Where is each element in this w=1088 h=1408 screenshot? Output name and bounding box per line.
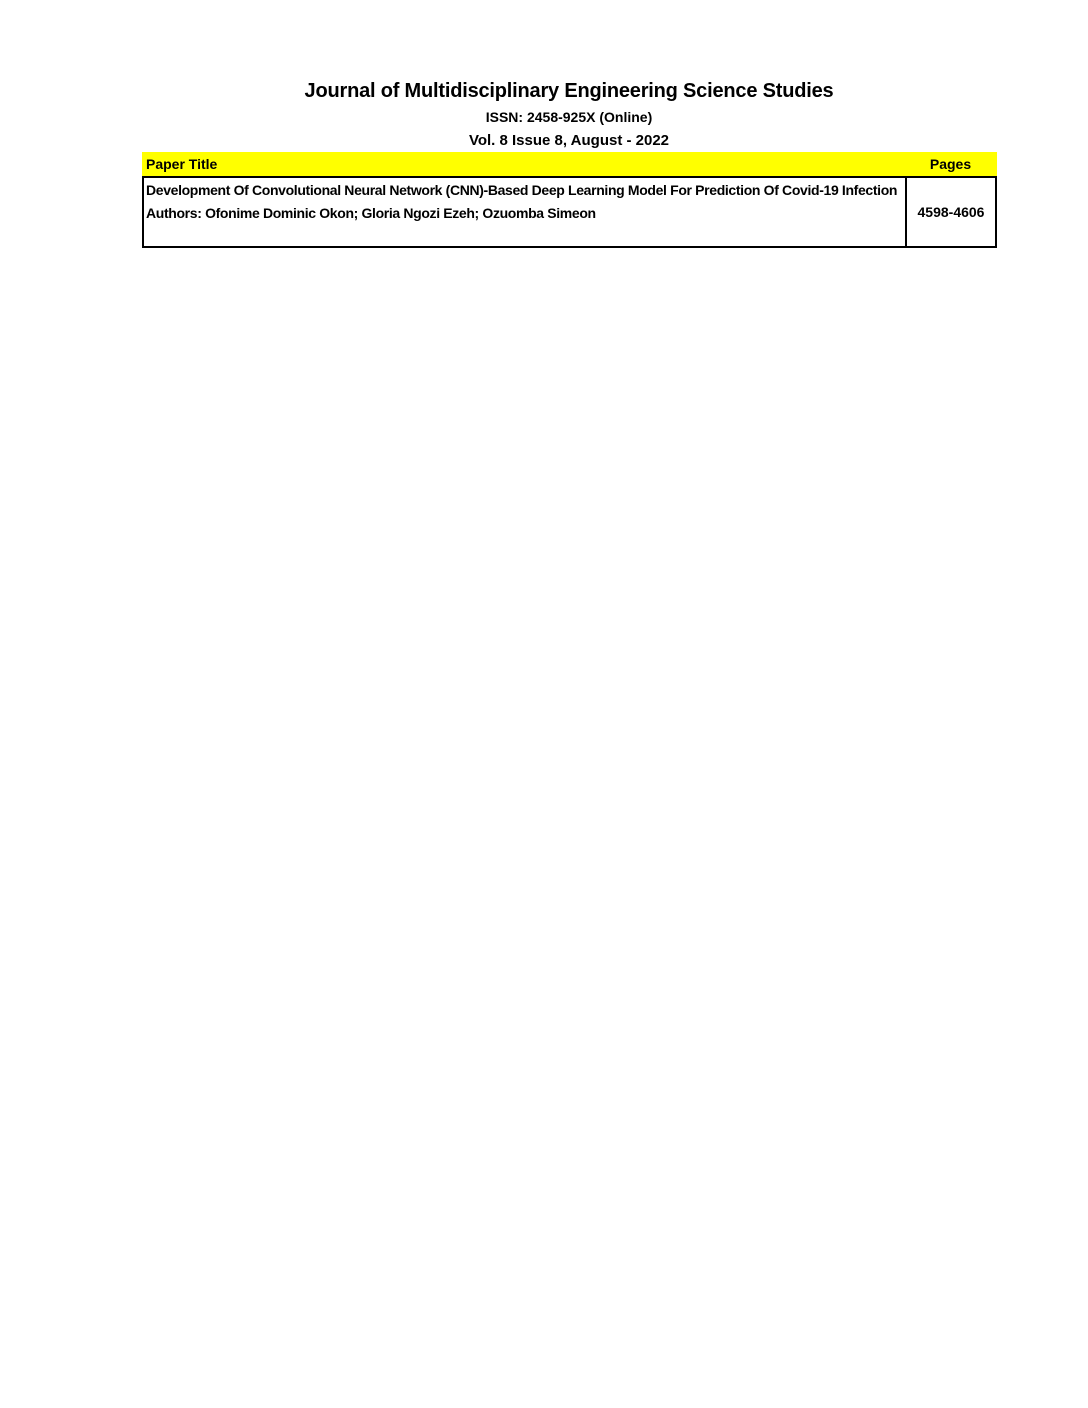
column-header-paper-title: Paper Title [142,152,904,176]
paper-title: Development Of Convolutional Neural Network (CNN)-Based Deep Learning Model For Prediction Of Covid-19 Infection [146,182,898,198]
column-header-pages: Pages [904,152,997,176]
volume-issue-line: Vol. 8 Issue 8, August - 2022 [468,132,670,149]
toc-header-row [142,152,997,176]
authors-list: Ofonime Dominic Okon; Gloria Ngozi Ezeh; Ozuomba Simeon [205,205,596,221]
journal-title: Journal of Multidisciplinary Engineering Science Studies [304,80,834,102]
table-row [142,176,997,248]
authors-label: Authors: [146,205,202,221]
pages-cell: 4598-4606 [917,204,985,220]
authors-line [146,202,901,225]
paper-cell [144,178,907,246]
table-of-contents [142,152,997,248]
issn-line: ISSN: 2458-925X (Online) [485,109,653,125]
